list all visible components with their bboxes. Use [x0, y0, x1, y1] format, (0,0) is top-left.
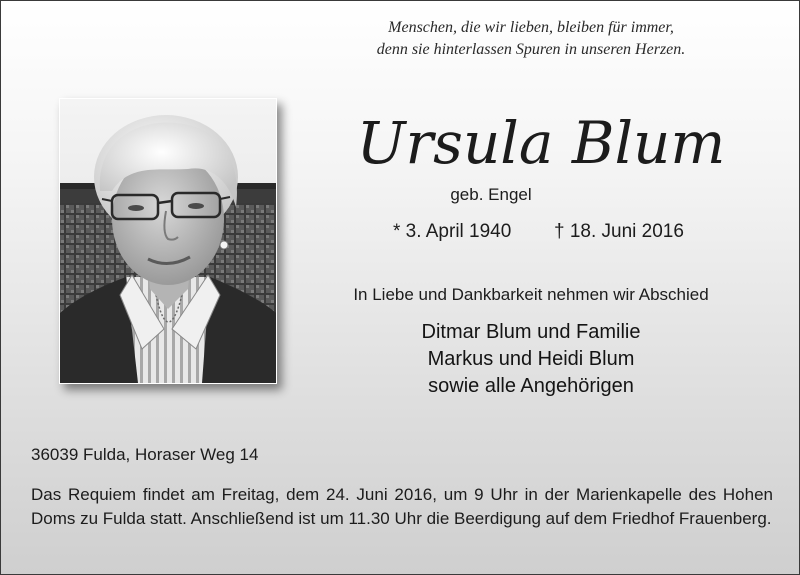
portrait-photo-icon — [60, 99, 276, 383]
birth-name: geb. Engel — [450, 185, 532, 204]
requiem-notice: Das Requiem findet am Freitag, dem 24. Juni 2016, um 9 Uhr in der Marienkapelle des Hohen Doms zu Fulda statt. Anschließend ist um 11.30 Uhr die Beerdigung auf dem Friedhof Frauenberg. — [31, 485, 773, 528]
farewell-text: In Liebe und Dankbarkeit nehmen wir Abschied — [353, 285, 709, 304]
death-date: † 18. Juni 2016 — [554, 221, 684, 242]
quote-line-2: denn sie hinterlassen Spuren in unseren Herzen. — [376, 41, 686, 58]
portrait-photo — [59, 98, 277, 384]
birth-date: * 3. April 1940 — [393, 221, 512, 242]
address: 36039 Fulda, Horaser Weg 14 — [31, 445, 259, 464]
mourners-list — [331, 319, 731, 400]
mourner-line: Ditmar Blum und Familie — [421, 321, 641, 343]
mourner-line: sowie alle Angehörigen — [428, 375, 634, 397]
deceased-name-text: Ursula Blum — [356, 109, 726, 177]
memorial-quote — [301, 17, 761, 61]
mourner-line: Markus und Heidi Blum — [427, 348, 635, 370]
quote-line-1: Menschen, die wir lieben, bleiben für immer, — [388, 19, 674, 36]
deceased-name — [341, 105, 741, 185]
